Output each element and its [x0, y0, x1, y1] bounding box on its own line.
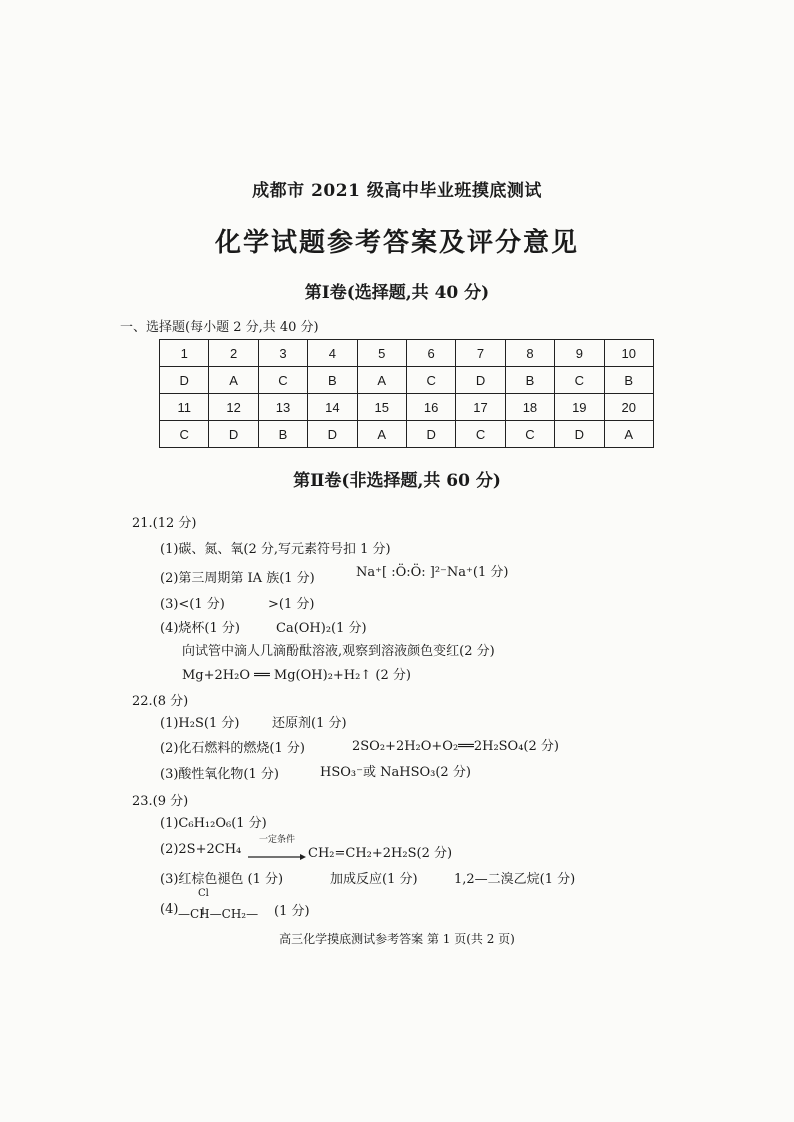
- q22-line-1b: 还原剂(1 分): [272, 716, 347, 731]
- document-title: 成都市 2021 级高中毕业班摸底测试: [252, 181, 542, 201]
- table-cell: 6: [406, 340, 455, 367]
- q22-heading: 22.(8 分): [132, 694, 189, 709]
- table-cell: B: [258, 421, 307, 448]
- table-cell: D: [406, 421, 455, 448]
- table-cell: 1: [160, 340, 209, 367]
- table-cell: B: [604, 367, 653, 394]
- table-cell: 4: [308, 340, 357, 367]
- table-cell: A: [604, 421, 653, 448]
- page-footer: 高三化学摸底测试参考答案 第 1 页(共 2 页): [279, 932, 515, 946]
- q21-line-6: Mg+2H₂O ══ Mg(OH)₂+H₂↑ (2 分): [182, 668, 411, 683]
- table-cell: 16: [406, 394, 455, 421]
- table-cell: 3: [258, 340, 307, 367]
- q22-line-3a: (3)酸性氧化物(1 分): [160, 767, 279, 782]
- table-cell: 7: [456, 340, 505, 367]
- table-cell: 11: [160, 394, 209, 421]
- table-cell: 5: [357, 340, 406, 367]
- q22-line-1a: (1)H₂S(1 分): [160, 716, 240, 731]
- table-row-question-numbers: [160, 394, 654, 421]
- table-cell: D: [160, 367, 209, 394]
- q23-heading: 23.(9 分): [132, 794, 189, 809]
- volume-1-heading: 第Ⅰ卷(选择题,共 40 分): [304, 283, 490, 303]
- table-row-answers: [160, 421, 654, 448]
- volume-2-heading: 第Ⅱ卷(非选择题,共 60 分): [293, 471, 501, 491]
- table-cell: A: [357, 367, 406, 394]
- q23-line-2-reactants: (2)2S+2CH₄: [160, 842, 242, 857]
- table-cell: 14: [308, 394, 357, 421]
- q21-line-3a: (3)<(1 分): [160, 597, 225, 612]
- table-cell: 12: [209, 394, 258, 421]
- section-1-heading: 一、选择题(每小题 2 分,共 40 分): [120, 320, 319, 335]
- table-row-answers: [160, 367, 654, 394]
- table-cell: C: [505, 421, 554, 448]
- table-cell: 18: [505, 394, 554, 421]
- table-cell: C: [160, 421, 209, 448]
- answer-table: [159, 339, 654, 448]
- table-cell: D: [308, 421, 357, 448]
- table-cell: 2: [209, 340, 258, 367]
- q22-line-2b: 2SO₂+2H₂O+O₂══2H₂SO₄(2 分): [352, 739, 559, 754]
- q21-line-4b: Ca(OH)₂(1 分): [276, 621, 367, 636]
- q21-line-5: 向试管中滴人几滴酚酞溶液,观察到溶液颜色变红(2 分): [182, 644, 495, 659]
- q23-line-3b: 加成反应(1 分): [330, 872, 418, 887]
- table-cell: A: [357, 421, 406, 448]
- q21-line-2a: (2)第三周期第 IA 族(1 分): [160, 571, 315, 586]
- q23-line-4-label: (4): [160, 902, 179, 917]
- q21-line-1: (1)碳、氮、氧(2 分,写元素符号扣 1 分): [160, 542, 391, 557]
- q22-line-2a: (2)化石燃料的燃烧(1 分): [160, 741, 305, 756]
- table-cell: 15: [357, 394, 406, 421]
- table-cell: C: [555, 367, 604, 394]
- q23-line-2-products: CH₂=CH₂+2H₂S(2 分): [308, 846, 453, 861]
- table-cell: D: [555, 421, 604, 448]
- q22-line-3b: HSO₃⁻或 NaHSO₃(2 分): [320, 765, 471, 780]
- table-cell: 17: [456, 394, 505, 421]
- table-row-question-numbers: [160, 340, 654, 367]
- q23-reaction-condition: 一定条件: [258, 835, 295, 845]
- q23-structure-chain: —CH—CH₂—: [178, 907, 259, 921]
- table-cell: 19: [555, 394, 604, 421]
- reaction-arrow-icon: [248, 846, 306, 865]
- table-cell: D: [209, 421, 258, 448]
- q23-line-3c: 1,2—二溴乙烷(1 分): [454, 872, 576, 887]
- table-cell: 13: [258, 394, 307, 421]
- table-cell: C: [406, 367, 455, 394]
- document-subtitle: 化学试题参考答案及评分意见: [214, 228, 579, 258]
- q21-heading: 21.(12 分): [132, 516, 197, 531]
- table-cell: 9: [555, 340, 604, 367]
- q21-electron-formula: Na⁺[ :Ö:Ö: ]²⁻Na⁺(1 分): [356, 565, 509, 580]
- q23-line-3a: (3)红棕色褪色 (1 分): [160, 872, 284, 887]
- table-cell: 10: [604, 340, 653, 367]
- q23-chlorine-label: Cl: [198, 888, 209, 899]
- table-cell: B: [308, 367, 357, 394]
- table-cell: 8: [505, 340, 554, 367]
- q23-line-1: (1)C₆H₁₂O₆(1 分): [160, 816, 267, 831]
- table-cell: C: [258, 367, 307, 394]
- q21-line-3b: >(1 分): [268, 597, 315, 612]
- q21-line-4a: (4)烧杯(1 分): [160, 621, 240, 636]
- table-cell: B: [505, 367, 554, 394]
- table-cell: 20: [604, 394, 653, 421]
- table-cell: A: [209, 367, 258, 394]
- table-cell: C: [456, 421, 505, 448]
- q23-line-4-score: (1 分): [274, 904, 310, 919]
- table-cell: D: [456, 367, 505, 394]
